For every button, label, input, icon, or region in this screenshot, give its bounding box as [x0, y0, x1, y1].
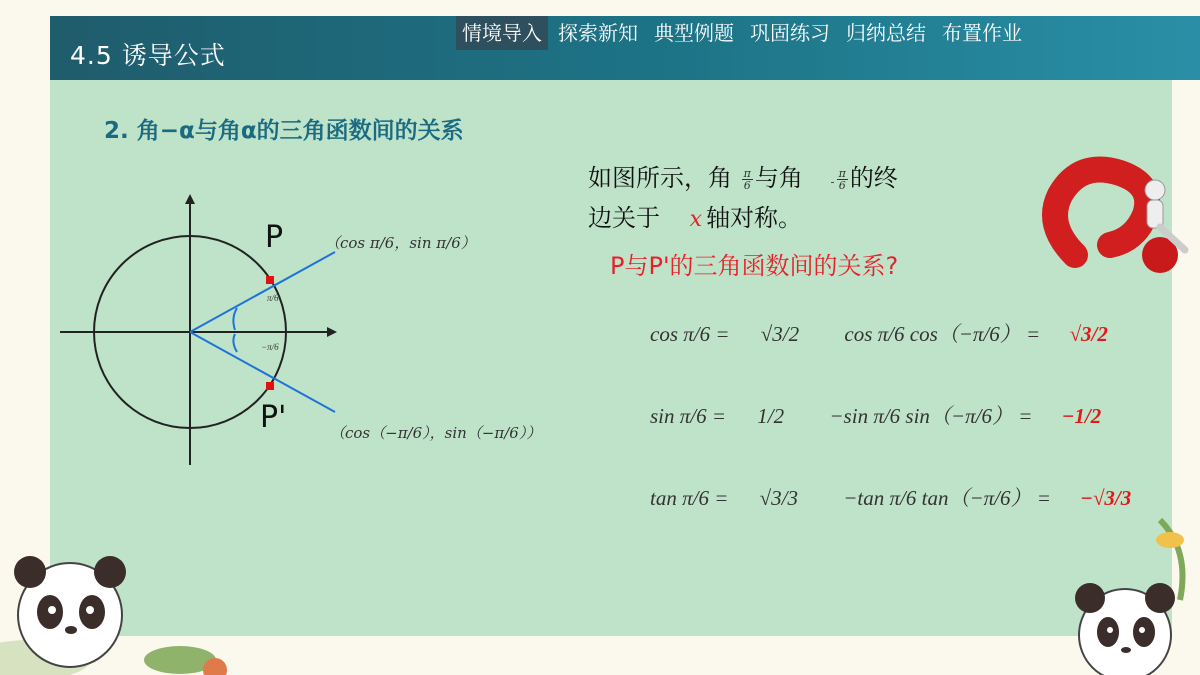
label-p: P: [265, 220, 284, 255]
intro-line-1: [588, 158, 898, 193]
label-p-prime: P': [260, 400, 287, 435]
angle-arc-positive: [233, 308, 237, 330]
panda-illustration-right: [1040, 510, 1200, 675]
angle-label-pos: π/6: [267, 293, 279, 303]
tan-left: tan π/6 =: [650, 486, 729, 510]
section-title: 2. 角−α与角α的三角函数间的关系: [104, 118, 464, 144]
x-axis-arrow: [327, 327, 337, 337]
page-title: 4.5 诱导公式: [70, 41, 226, 70]
tan-relation: −tan π/6 tan（−π/6） =: [843, 486, 1051, 510]
intro-text-e: 轴对称。: [706, 204, 803, 232]
intro-text-a: 如图所示，角: [588, 164, 732, 192]
question-text: P与P'的三角函数间的关系?: [610, 252, 899, 280]
y-axis-arrow: [185, 194, 195, 204]
point-p: [266, 276, 274, 284]
sin-value: 1/2: [757, 404, 785, 428]
intro-line-2: [588, 198, 802, 233]
tan-value: √3/3: [759, 486, 798, 510]
intro-text-b: 与角: [754, 164, 803, 192]
angle-label-neg: −π/6: [261, 342, 279, 352]
coord-p: （cos π/6，sin π/6）: [325, 234, 476, 252]
cos-value: √3/2: [760, 322, 800, 346]
nav-item-examples[interactable]: 典型例题: [654, 21, 734, 45]
point-p-prime: [266, 382, 274, 390]
sin-relation: −sin π/6 sin（−π/6） =: [829, 404, 1033, 428]
unit-circle-diagram: [55, 190, 345, 475]
intro-pi6-a: $\frac{\pi}{6}$: [743, 166, 751, 192]
formula-row-sin: [650, 400, 1101, 430]
nav-item-intro[interactable]: 情境导入: [456, 16, 548, 50]
formula-row-cos: [650, 318, 1108, 348]
cos-left: cos π/6 =: [650, 322, 730, 346]
nav-item-explore[interactable]: 探索新知: [558, 21, 638, 45]
intro-pi6-b: $\frac{\pi}{6}$: [838, 166, 846, 192]
nav-item-practice[interactable]: 巩固练习: [750, 21, 830, 45]
cos-answer: √3/2: [1069, 322, 1108, 346]
nav-item-homework[interactable]: 布置作业: [942, 21, 1022, 45]
intro-neg: -: [830, 175, 835, 189]
nav-item-summary[interactable]: 归纳总结: [846, 21, 926, 45]
coord-p-prime: （cos（−π/6），sin（−π/6））: [330, 424, 542, 442]
sin-left: sin π/6 =: [650, 404, 727, 428]
axis-variable: x: [689, 207, 703, 232]
top-nav: [456, 16, 1032, 50]
angle-arc-negative: [233, 334, 237, 352]
sin-answer: −1/2: [1061, 404, 1102, 428]
cos-relation: cos π/6 cos（−π/6） =: [844, 322, 1041, 346]
intro-text-d: 边关于: [588, 204, 660, 232]
panda-illustration-left: [0, 520, 260, 675]
terminal-side-positive: [190, 252, 335, 332]
formula-row-tan: [650, 482, 1131, 512]
intro-text-c: 的终: [849, 164, 898, 192]
tan-answer: −√3/3: [1080, 486, 1132, 510]
question-mark-figure-icon: [1035, 155, 1195, 285]
